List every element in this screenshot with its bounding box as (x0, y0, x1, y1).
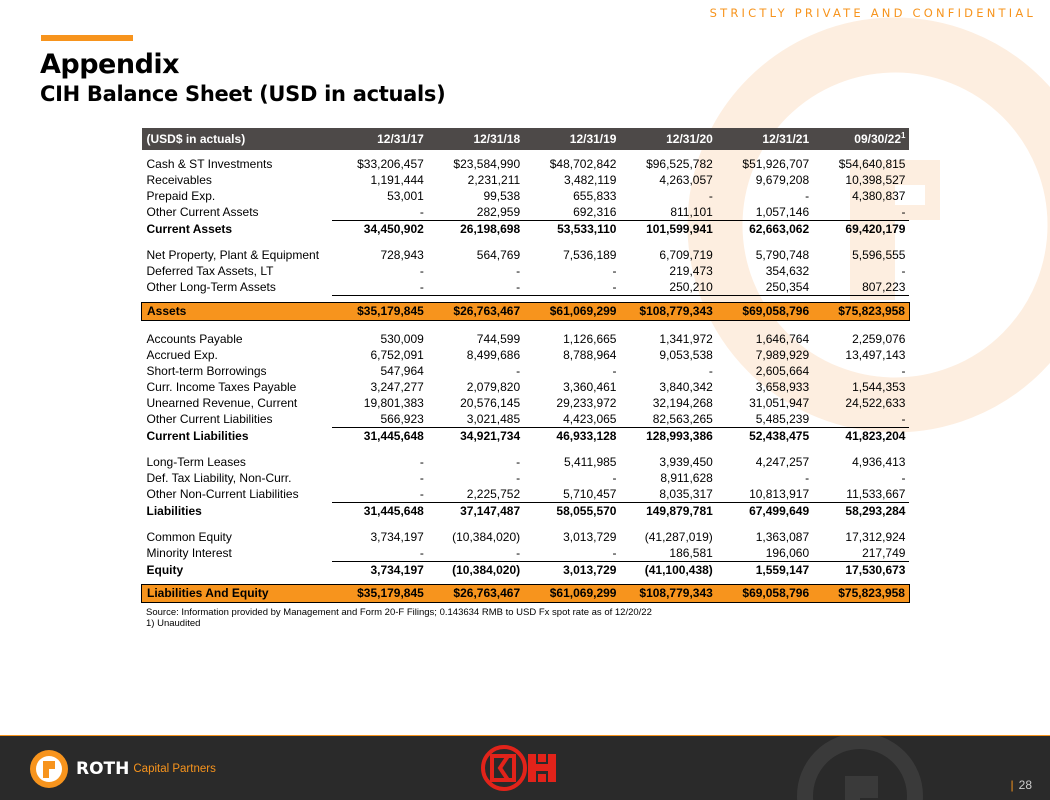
row-label: Common Equity (146, 530, 232, 544)
value-cell: - (428, 279, 524, 296)
value-cell: - (419, 471, 424, 485)
value-cell: 1,191,444 (370, 173, 424, 187)
row-label: Long-Term Leases (146, 455, 246, 469)
value-cell: 196,060 (717, 545, 813, 562)
column-header: 12/31/19 (524, 128, 620, 150)
roth-brand-text: ROTH (76, 759, 130, 779)
value-cell: 41,823,204 (845, 429, 906, 443)
value-cell: 5,485,239 (717, 411, 813, 428)
value-cell: 530,009 (380, 332, 424, 346)
row-label: Current Assets (146, 221, 233, 236)
value-cell: - (901, 364, 906, 378)
value-cell: $48,702,842 (549, 157, 617, 171)
value-cell: - (332, 204, 428, 221)
table-row (142, 562, 910, 579)
value-cell: 3,734,197 (370, 563, 424, 577)
value-cell: 5,710,457 (524, 486, 620, 503)
row-label: Accounts Payable (146, 332, 243, 346)
value-cell: 62,663,062 (749, 222, 810, 236)
value-cell: 8,035,317 (620, 486, 716, 503)
table-row (142, 221, 910, 238)
table-header-row (142, 128, 910, 150)
value-cell: 807,223 (813, 279, 909, 296)
value-cell: 1,646,764 (755, 332, 810, 346)
value-cell: - (901, 471, 906, 485)
value-cell: 17,312,924 (845, 530, 906, 544)
value-cell: 3,021,485 (428, 411, 524, 428)
value-cell: - (332, 486, 428, 503)
value-cell: 20,576,145 (460, 396, 521, 410)
row-label: Accrued Exp. (146, 348, 218, 362)
spacer-cell (142, 444, 910, 454)
value-cell: 53,001 (387, 189, 424, 203)
value-cell: - (813, 411, 909, 428)
table-row (142, 411, 910, 428)
value-cell: - (524, 279, 620, 296)
balance-sheet-table (141, 128, 910, 603)
table-row (142, 263, 910, 279)
spacer-row (142, 519, 910, 529)
value-cell: $75,823,958 (813, 585, 909, 603)
page-number-divider: | (1010, 778, 1014, 792)
value-cell: - (332, 279, 428, 296)
source-text: Source: Information provided by Management and Form 20-F Filings; 0.143634 RMB to USD Fx spot rate as of 12/20/22 (146, 607, 652, 618)
value-cell: $26,763,467 (428, 585, 524, 603)
value-cell: 250,210 (620, 279, 716, 296)
row-label: Def. Tax Liability, Non-Curr. (146, 471, 292, 485)
value-cell: 4,936,413 (852, 455, 906, 469)
value-cell: 31,051,947 (749, 396, 810, 410)
row-label: Unearned Revenue, Current (146, 396, 298, 410)
row-label: Liabilities And Equity (142, 585, 332, 603)
value-cell: 5,790,748 (755, 248, 810, 262)
spacer-cell (142, 519, 910, 529)
value-cell: 99,538 (483, 189, 521, 203)
row-label: Other Long-Term Assets (146, 280, 276, 295)
value-cell: 58,055,570 (556, 504, 617, 518)
row-label: Short-term Borrowings (146, 364, 267, 378)
value-cell: $35,179,845 (332, 585, 428, 603)
footnote-text: 1) Unaudited (146, 618, 201, 629)
value-cell: - (516, 455, 521, 469)
value-cell: 5,596,555 (852, 248, 906, 262)
value-cell: 3,360,461 (563, 380, 617, 394)
value-cell: (10,384,020) (452, 530, 521, 544)
row-label: Deferred Tax Assets, LT (146, 264, 274, 278)
column-header-text: 09/30/22 (854, 132, 902, 146)
value-cell: 17,530,673 (845, 563, 906, 577)
value-cell: $33,206,457 (357, 157, 424, 171)
value-cell: 219,473 (669, 264, 713, 278)
table-row (142, 363, 910, 379)
value-cell: 37,147,487 (460, 504, 521, 518)
row-label: Receivables (146, 173, 212, 187)
value-cell: $96,525,782 (646, 157, 713, 171)
value-cell: - (332, 545, 428, 562)
value-cell: 3,734,197 (370, 530, 424, 544)
value-cell: 9,679,208 (755, 173, 810, 187)
value-cell: $61,069,299 (524, 303, 620, 321)
value-cell: 1,341,972 (659, 332, 713, 346)
row-label: Other Current Liabilities (146, 412, 273, 427)
value-cell: 1,126,665 (563, 332, 617, 346)
roth-r-logo-icon (28, 748, 70, 790)
value-cell: 31,445,648 (363, 429, 424, 443)
value-cell: 547,964 (380, 364, 424, 378)
value-cell: 53,533,110 (557, 222, 617, 236)
page-number (1011, 778, 1032, 792)
value-cell: - (419, 455, 424, 469)
value-cell: 2,231,211 (467, 173, 521, 187)
value-cell: - (516, 471, 521, 485)
row-label: Other Non-Current Liabilities (146, 487, 299, 502)
value-cell: 46,933,128 (556, 429, 617, 443)
value-cell: 744,599 (476, 332, 521, 346)
source-notes (146, 607, 652, 629)
row-label: Equity (146, 562, 184, 577)
value-cell: - (612, 471, 617, 485)
value-cell: 2,259,076 (852, 332, 906, 346)
value-cell: - (428, 545, 524, 562)
value-cell: 10,398,527 (845, 173, 906, 187)
value-cell: 8,788,964 (563, 348, 617, 362)
value-cell: - (612, 364, 617, 378)
row-label: Other Current Assets (146, 205, 259, 220)
spacer-row (142, 444, 910, 454)
page-title: Appendix (40, 49, 180, 80)
table-row (142, 585, 910, 603)
value-cell: $61,069,299 (524, 585, 620, 603)
row-label: Net Property, Plant & Equipment (146, 248, 320, 262)
row-label: Current Liabilities (146, 428, 249, 443)
value-cell: 128,993,386 (646, 429, 713, 443)
value-cell: 728,943 (380, 248, 424, 262)
value-cell: 1,559,147 (755, 563, 810, 577)
value-cell: 82,563,265 (620, 411, 716, 428)
table-row (142, 188, 910, 204)
value-cell: 566,923 (332, 411, 428, 428)
spacer-cell (142, 237, 910, 247)
footer-watermark-icon (790, 736, 930, 800)
value-cell: 1,057,146 (717, 204, 813, 221)
spacer-row (142, 237, 910, 247)
value-cell: - (805, 189, 810, 203)
balance-sheet-table-container (141, 128, 909, 603)
value-cell: $54,640,815 (838, 157, 906, 171)
value-cell: 5,411,985 (563, 455, 617, 469)
value-cell: 52,438,475 (749, 429, 810, 443)
value-cell: 3,247,277 (370, 380, 424, 394)
value-cell: 655,833 (573, 189, 617, 203)
spacer-cell (142, 321, 910, 332)
value-cell: 282,959 (428, 204, 524, 221)
row-label: Liabilities (146, 503, 202, 518)
value-cell: 2,225,752 (428, 486, 524, 503)
column-header: 12/31/21 (717, 128, 813, 150)
value-cell: 811,101 (620, 204, 716, 221)
spacer-row (142, 296, 910, 303)
value-cell: 354,632 (765, 264, 810, 278)
value-cell: $35,179,845 (332, 303, 428, 321)
table-row (142, 347, 910, 363)
table-row (142, 204, 910, 221)
row-label: Curr. Income Taxes Payable (146, 380, 297, 394)
spacer-row (142, 321, 910, 332)
value-cell: 217,749 (813, 545, 909, 562)
value-cell: - (516, 364, 521, 378)
value-cell: 19,801,383 (363, 396, 424, 410)
value-cell: 3,482,119 (563, 173, 617, 187)
value-cell: 9,053,538 (659, 348, 713, 362)
table-row (142, 486, 910, 503)
value-cell: $51,926,707 (742, 157, 810, 171)
value-cell: $26,763,467 (428, 303, 524, 321)
column-header: 12/31/18 (428, 128, 524, 150)
column-header: 12/31/17 (332, 128, 428, 150)
value-cell: 564,769 (476, 248, 521, 262)
value-cell: 26,198,698 (460, 222, 521, 236)
row-label: Assets (142, 303, 332, 321)
value-cell: (41,100,438) (644, 563, 713, 577)
value-cell: - (708, 189, 713, 203)
value-cell: 6,709,719 (659, 248, 713, 262)
value-cell: - (813, 204, 909, 221)
value-cell: - (524, 545, 620, 562)
value-cell: 3,840,342 (659, 380, 713, 394)
table-row (142, 156, 910, 172)
value-cell: 3,939,450 (659, 455, 713, 469)
column-header: (USD$ in actuals) (142, 128, 332, 150)
table-row (142, 279, 910, 296)
page-subtitle: CIH Balance Sheet (USD in actuals) (40, 82, 446, 106)
table-row (142, 247, 910, 263)
row-label: Minority Interest (146, 546, 232, 561)
table-row (142, 428, 910, 445)
spacer-cell (142, 296, 910, 303)
column-header-last (813, 128, 909, 150)
value-cell: $69,058,796 (717, 303, 813, 321)
value-cell: 2,605,664 (755, 364, 810, 378)
value-cell: 3,013,729 (563, 530, 617, 544)
value-cell: 29,233,972 (556, 396, 617, 410)
value-cell: - (708, 364, 713, 378)
value-cell: 4,247,257 (755, 455, 810, 469)
value-cell: - (612, 264, 617, 278)
value-cell: 3,658,933 (755, 380, 810, 394)
value-cell: 34,450,902 (363, 222, 424, 236)
value-cell: 1,544,353 (852, 380, 906, 394)
value-cell: 186,581 (620, 545, 716, 562)
value-cell: 101,599,941 (646, 222, 713, 236)
page-number-text: 28 (1018, 778, 1032, 792)
value-cell: 67,499,649 (749, 504, 810, 518)
table-row (142, 331, 910, 347)
value-cell: 3,013,729 (563, 563, 617, 577)
table-row (142, 379, 910, 395)
value-cell: (41,287,019) (644, 530, 713, 544)
table-row (142, 503, 910, 520)
value-cell: 7,536,189 (563, 248, 617, 262)
value-cell: 58,293,284 (845, 504, 906, 518)
confidentiality-notice: STRICTLY PRIVATE AND CONFIDENTIAL (709, 6, 1036, 20)
value-cell: - (516, 264, 521, 278)
value-cell: 149,879,781 (646, 504, 713, 518)
table-row (142, 529, 910, 545)
value-cell: 8,911,628 (660, 471, 713, 485)
value-cell: 2,079,820 (466, 380, 521, 394)
value-cell: 31,445,648 (363, 504, 424, 518)
cih-logo-icon (478, 742, 568, 794)
row-label: Prepaid Exp. (146, 189, 216, 203)
value-cell: 13,497,143 (845, 348, 906, 362)
roth-brand-subtext: Capital Partners (133, 763, 216, 775)
row-label: Cash & ST Investments (146, 157, 273, 171)
value-cell: $75,823,958 (813, 303, 909, 321)
value-cell: (10,384,020) (452, 563, 521, 577)
table-row (142, 303, 910, 321)
value-cell: 11,533,667 (813, 486, 909, 503)
footnote-marker: 1 (901, 131, 906, 140)
value-cell: 4,263,057 (659, 173, 713, 187)
value-cell: 32,194,268 (652, 396, 713, 410)
value-cell: 69,420,179 (845, 222, 906, 236)
table-row (142, 172, 910, 188)
value-cell: 34,921,734 (460, 429, 521, 443)
value-cell: 1,363,087 (755, 530, 810, 544)
value-cell: - (419, 264, 424, 278)
value-cell: $23,584,990 (453, 157, 521, 171)
value-cell: 4,423,065 (524, 411, 620, 428)
table-row (142, 470, 910, 486)
value-cell: $69,058,796 (717, 585, 813, 603)
value-cell: 24,522,633 (845, 396, 906, 410)
title-accent-bar (41, 35, 133, 41)
value-cell: 692,316 (524, 204, 620, 221)
value-cell: 8,499,686 (466, 348, 521, 362)
value-cell: 4,380,837 (852, 189, 906, 203)
value-cell: $108,779,343 (620, 303, 716, 321)
value-cell: 250,354 (717, 279, 813, 296)
value-cell: 7,989,929 (755, 348, 810, 362)
value-cell: - (805, 471, 810, 485)
value-cell: 10,813,917 (717, 486, 813, 503)
value-cell: 6,752,091 (370, 348, 424, 362)
roth-logo (28, 748, 216, 790)
table-body (142, 150, 910, 603)
value-cell: - (901, 264, 906, 278)
table-row (142, 545, 910, 562)
value-cell: $108,779,343 (620, 585, 716, 603)
table-row (142, 395, 910, 411)
column-header: 12/31/20 (620, 128, 716, 150)
table-row (142, 454, 910, 470)
